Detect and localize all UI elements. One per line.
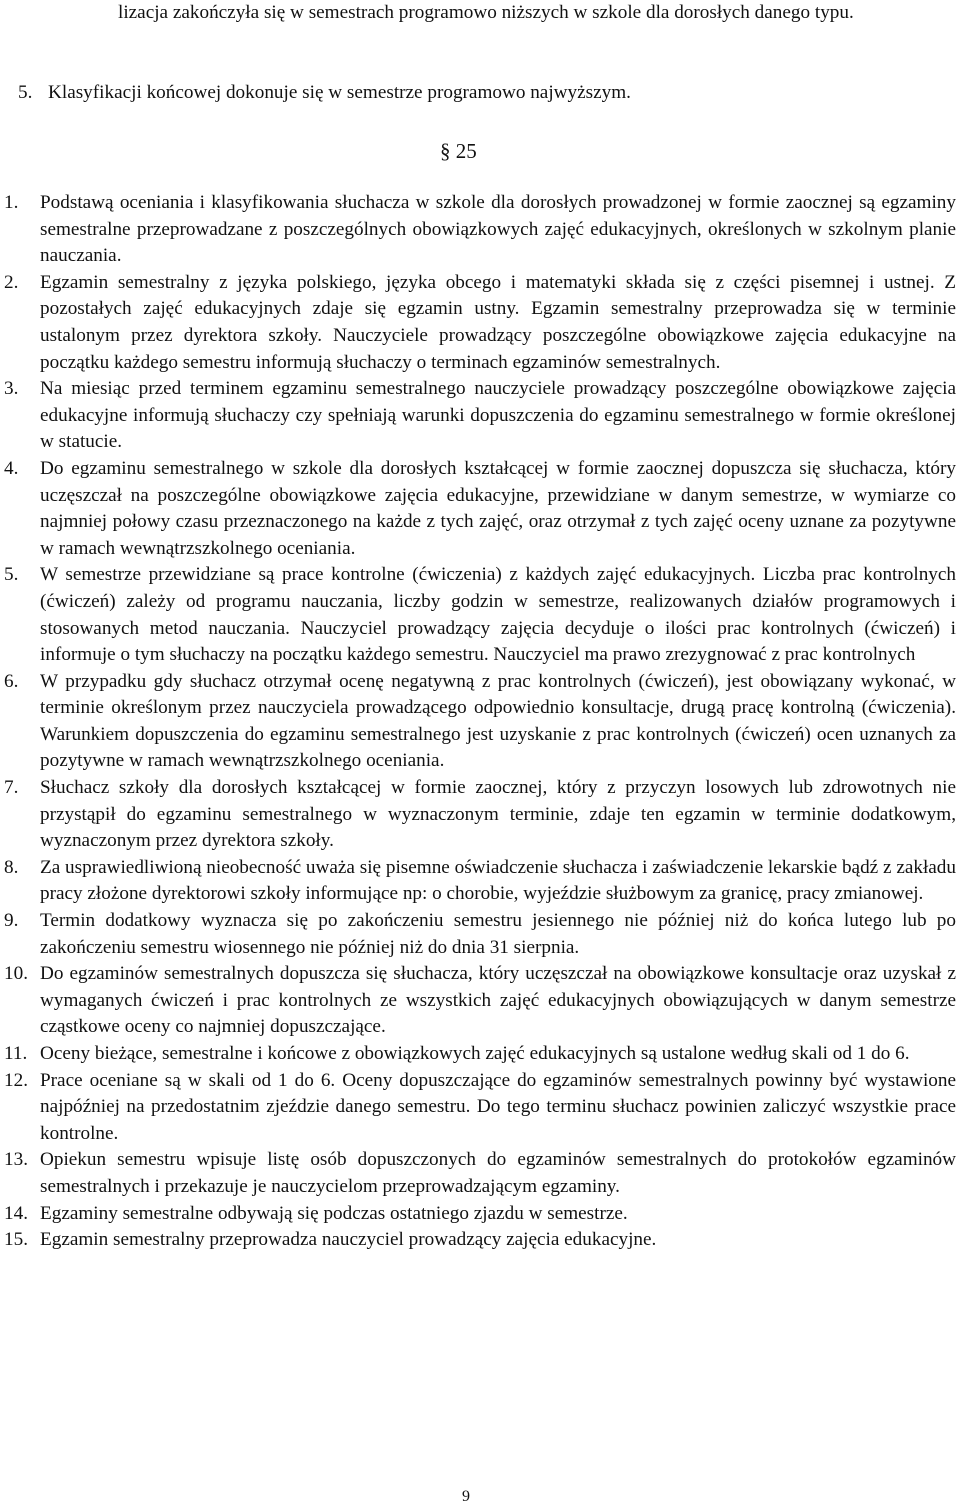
item-number: 15. (4, 1229, 28, 1251)
list-item-12 (4, 1068, 956, 1148)
item-text: Do egzaminów semestralnych dopuszcza się słuchacza, który uczęszczał na obowiązkowe konsultacje oraz uzyskał z wymaganych ćwiczeń i prac kontrolnych ze wszystkich zajęć edukacyjnych obowiązujących w danym semestrze cząstkowe oceny co najmniej dopuszczające. (40, 963, 956, 1038)
list-item-8 (4, 855, 956, 908)
item-number: 7. (4, 777, 19, 799)
item-text: Za usprawiedliwioną nieobecność uważa się pisemne oświadczenie słuchacza i zaświadczenie lekarskie bądź z zakładu pracy złożone dyrektorowi szkoły informujące np: o chorobie, wyjeździe służbowym za granicę, pracy zmianowej. (40, 856, 956, 905)
intro-item-number: 5. (18, 82, 33, 103)
list-item-1 (4, 190, 956, 270)
item-text: Słuchacz szkoły dla dorosłych kształcącej w formie zaocznej, który z przyczyn losowych lub zdrowotnych nie przystąpił do egzaminu semestralnego w wyznaczonym terminie, zdaje ten egzamin w terminie dodatkowym, wyznaczonym przez dyrektora szkoły. (40, 777, 956, 852)
item-text: Na miesiąc przed terminem egzaminu semestralnego nauczyciele prowadzący poszczególne obowiązkowe zajęcia edukacyjne informują słuchaczy czy spełniają warunki dopuszczenia do egzaminu semestralnego w formie określonej w statucie. (40, 378, 956, 453)
item-number: 5. (4, 564, 19, 586)
page-number: 9 (462, 1488, 470, 1505)
item-text: Podstawą oceniania i klasyfikowania słuchacza w szkole dla dorosłych prowadzonej w formie zaocznej są egzaminy semestralne przeprowadzane z poszczególnych obowiązkowych zajęć edukacyjnych, określonych w szkolnym planie nauczania. (40, 192, 956, 267)
item-text: Egzamin semestralny z języka polskiego, języka obcego i matematyki składa się z części pisemnej i ustnej. Z pozostałych zajęć edukacyjnych zdaje się egzamin ustny. Egzamin semestralny przeprowadza się w terminie ustalonym przez dyrektora szkoły. Nauczyciele prowadzący poszczególne obowiązkowe zajęcia edukacyjne na początku każdego semestru informują słuchaczy o terminach egzaminów semestralnych. (40, 271, 956, 373)
item-text: Termin dodatkowy wyznacza się po zakończeniu semestru jesiennego nie później niż do końca lutego lub po zakończeniu semestru wiosennego nie później niż do dnia 31 sierpnia. (40, 910, 956, 958)
item-number: 4. (4, 457, 19, 479)
item-number: 6. (4, 670, 19, 692)
list-item-4 (4, 456, 956, 562)
item-number: 14. (4, 1202, 28, 1224)
item-number: 13. (4, 1149, 28, 1171)
item-number: 3. (4, 378, 19, 400)
item-number: 10. (4, 963, 28, 985)
item-text: W semestrze przewidziane są prace kontrolne (ćwiczenia) z każdych zajęć edukacyjnych. Liczba prac kontrolnych (ćwiczeń) zależy od programu nauczania, liczby godzin w semestrze, realizowanych działów programowych i stosowanych metod nauczania. Nauczyciel prowadzący zajęcia decyduje o ilości prac kontrolnych (ćwiczeń) i informuje o tym słuchaczy na początku każdego semestru. Nauczyciel ma prawo zrezygnować z prac kontrolnych (40, 564, 956, 666)
list-item-14 (4, 1201, 956, 1228)
item-text: Do egzaminu semestralnego w szkole dla dorosłych kształcącej w formie zaocznej dopuszcza się słuchacza, który uczęszczał na poszczególne obowiązkowe zajęcia edukacyjne, przewidziane w danym semestrze, w wymiarze co najmniej połowy czasu przeznaczonego na każde z tych zajęć, oraz otrzymał z tych zajęć oceny uznane za pozytywne w ramach wewnątrzszkolnego oceniania. (40, 457, 956, 559)
item-text: Egzamin semestralny przeprowadza nauczyciel prowadzący zajęcia edukacyjne. (40, 1229, 657, 1251)
list-item-5 (4, 562, 956, 668)
list-item-13 (4, 1147, 956, 1200)
list-item-6 (4, 669, 956, 775)
item-text: W przypadku gdy słuchacz otrzymał ocenę negatywną z prac kontrolnych (ćwiczeń), jest obowiązany wykonać, w terminie określonym przez nauczyciela prowadzącego odpowiednio konsultacje, drugą pracę kontrolną (ćwiczenia). Warunkiem dopuszczenia do egzaminu semestralnego jest uzyskanie z prac kontrolnych (ćwiczeń) ocen uznanych za pozytywne w ramach wewnątrzszkolnego oceniania. (40, 670, 956, 772)
item-number: 12. (4, 1069, 28, 1091)
continuation-text: lizacja zakończyła się w semestrach programowo niższych w szkole dla dorosłych danego typu. (118, 2, 854, 23)
list-item-11 (4, 1041, 956, 1068)
list-item-3 (4, 376, 956, 456)
list-item-7 (4, 775, 956, 855)
intro-list-item (18, 80, 918, 107)
item-number: 9. (4, 910, 19, 932)
numbered-list (4, 190, 956, 1254)
list-item-15 (4, 1227, 956, 1254)
list-item-2 (4, 270, 956, 376)
item-number: 11. (4, 1043, 28, 1064)
item-number: 2. (4, 271, 19, 293)
item-text: Egzaminy semestralne odbywają się podczas ostatniego zjazdu w semestrze. (40, 1202, 628, 1224)
item-text: Opiekun semestru wpisuje listę osób dopuszczonych do egzaminów semestralnych do protokołów egzaminów semestralnych i przekazuje je nauczycielom przeprowadzającym egzaminy. (40, 1149, 956, 1197)
intro-item-text: Klasyfikacji końcowej dokonuje się w semestrze programowo najwyższym. (48, 82, 631, 103)
section-heading: § 25 (440, 139, 477, 163)
item-text: Prace oceniane są w skali od 1 do 6. Oceny dopuszczające do egzaminów semestralnych powinny być wystawione najpóźniej na przedostatnim zjeździe danego semestru. Do tego terminu słuchacz powinien zaliczyć wszystkie prace kontrolne. (40, 1069, 956, 1144)
list-item-10 (4, 961, 956, 1041)
item-number: 8. (4, 856, 19, 878)
item-number: 1. (4, 192, 19, 213)
item-text: Oceny bieżące, semestralne i końcowe z obowiązkowych zajęć edukacyjnych są ustalone według skali od 1 do 6. (40, 1043, 910, 1064)
list-item-9 (4, 908, 956, 961)
